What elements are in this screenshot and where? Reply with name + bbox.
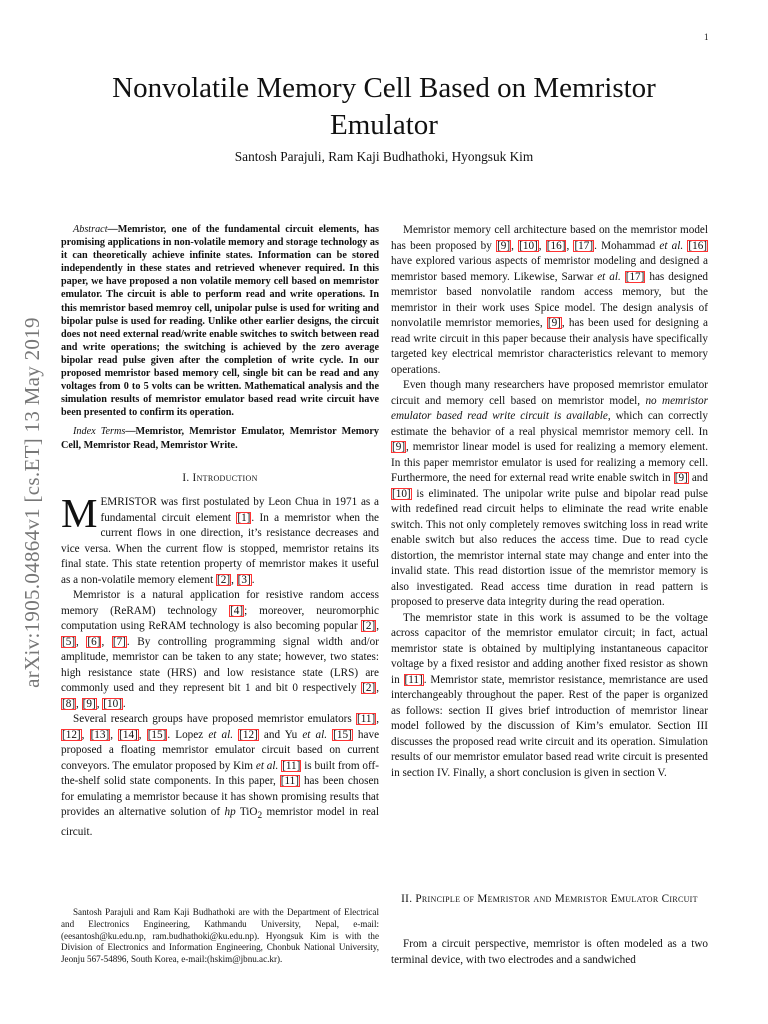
index-terms-text: —Memristor, Memristor Emulator, Memristor Memory Cell, Memristor Read, Memristor Write.	[61, 426, 379, 451]
text-run: TiO	[235, 806, 258, 819]
text-run: . In a memristor when the current flows in one direction, it’s resistance decreases and vice versa. When the current flow is stopped, memristor retains its final state. This state retention property of memristor makes it useful as a non-volatile memory element	[61, 511, 380, 586]
emphasis-text: no memristor emulator based read write circuit is available	[391, 394, 708, 422]
text-run: . Lopez	[167, 728, 209, 741]
page-number: 1	[704, 32, 709, 42]
abstract-lead: Abstract	[73, 224, 108, 235]
text-run: ,	[376, 713, 379, 726]
text-run: ,	[76, 697, 82, 710]
citation-link[interactable]: [10]	[519, 239, 538, 252]
text-run: ; moreover, neuromorphic computation using ReRAM technology is also becoming popular	[61, 604, 379, 633]
right-paragraph-3	[391, 611, 708, 782]
text-run: Several research groups have proposed memristor emulators	[73, 713, 356, 726]
citation-link[interactable]: [6]	[87, 635, 101, 648]
text-run: is eliminated. The unipolar write pulse and bipolar read pulse with redefined read circuit helps to eliminate the read write enable switch. This not only completely removes switching loss in read write enable switch but also reduces the access time. Due to read cycle distortion, the memristor internal state may change and enter into the invalid state. This read distortion issue of the memristor memory is also investigated. Read access time duration in read pattern is proposed to preserve data integrity during the read operation.	[391, 487, 708, 608]
subscript: 2	[257, 811, 263, 822]
citation-link[interactable]: [12]	[62, 728, 81, 741]
text-run: memristor model in real circuit.	[61, 806, 379, 838]
citation-link[interactable]: [9]	[82, 697, 96, 710]
text-run: have proposed a floating memristor emulator circuit based on current conveyors. The emulator proposed by Kim	[61, 728, 380, 772]
text-run: et al.	[255, 759, 279, 772]
text-run: and Yu	[258, 728, 303, 741]
text-run: ,	[566, 239, 574, 252]
citation-link[interactable]: [3]	[237, 573, 251, 586]
text-run: ,	[538, 239, 546, 252]
intro-paragraph-3	[61, 712, 379, 840]
intro-paragraph-2	[61, 588, 379, 712]
text-run: ,	[376, 620, 379, 633]
arxiv-identifier: arXiv:1905.04864v1 [cs.ET] 13 May 2019	[19, 317, 44, 688]
arxiv-side-stamp	[12, 265, 52, 740]
text-run: and	[688, 472, 708, 484]
citation-link[interactable]: [2]	[362, 682, 376, 695]
text-run: , has been used for designing a read write circuit in this paper because their analysis have specifically targeted key electrical memristor characteristics relevant to memory operations.	[391, 317, 708, 376]
citation-link[interactable]: [8]	[62, 697, 76, 710]
right-paragraph-1	[391, 223, 708, 378]
citation-link[interactable]: [12]	[239, 728, 258, 741]
index-terms-lead: Index Terms	[73, 426, 126, 438]
citation-link[interactable]: [2]	[362, 620, 376, 633]
citation-link[interactable]: [17]	[574, 239, 594, 252]
text-run: et al.	[659, 239, 684, 252]
citation-link[interactable]: [10]	[103, 697, 122, 710]
text-run: Memristor memory cell architecture based on the memristor model has been proposed by	[391, 224, 708, 252]
text-run: ,	[76, 635, 87, 648]
text-run: .	[251, 573, 255, 586]
text-run: have explored various aspects of memristor modeling and designed a memristor based memory. Likewise, Sarwar	[391, 255, 708, 283]
text-run: ,	[231, 573, 237, 586]
text-run: hp	[224, 806, 236, 819]
text-run: ,	[138, 728, 147, 741]
citation-link[interactable]: [5]	[62, 635, 76, 648]
citation-link[interactable]: [9]	[497, 239, 511, 252]
left-column	[61, 223, 379, 840]
text-run: Even though many researchers have proposed memristor emulator circuit and memory cell based on memristor model,	[391, 379, 708, 407]
citation-link[interactable]: [10]	[392, 487, 411, 500]
citation-link[interactable]: [15]	[147, 728, 167, 741]
right-column	[391, 223, 708, 781]
text-run: ,	[101, 635, 112, 648]
text-run: et al.	[597, 270, 621, 283]
citation-link[interactable]: [11]	[282, 759, 301, 772]
text-run: et al.	[302, 728, 328, 741]
text-run: The memristor state in this work is assumed to be the voltage across capacitor of the memristor emulator circuit; in fact, actual memristor state is obtained by multiplying instantaneous capacitor voltage by a fixed resistor and adding another fixed resistor as shown in	[391, 611, 708, 686]
title-line-2: Emulator	[330, 109, 438, 141]
citation-link[interactable]: [13]	[90, 728, 110, 741]
citation-link[interactable]: [15]	[333, 728, 352, 741]
citation-link[interactable]: [16]	[546, 239, 566, 252]
citation-link[interactable]: [11]	[280, 775, 299, 788]
citation-link[interactable]: [2]	[217, 573, 231, 586]
text-run: ,	[96, 697, 103, 710]
text-run: EMRISTOR was first postulated by Leon Chua in 1971 as a fundamental circuit element	[100, 496, 379, 524]
text-run: ,	[81, 728, 90, 741]
text-run: , which can correctly estimate the behavior of a real physical memristor memory cell. In	[391, 410, 708, 438]
text-run: . By controlling programming signal width and/or amplitude, memristor can be taken to any state; however, two states: high resistance state (HRS) and low resistance state (LRS) are commonly used and they represent bit 1 and bit 0 respectively	[61, 635, 379, 695]
citation-link[interactable]: [4]	[230, 604, 244, 617]
text-run: has been chosen for emulating a memristor because it has shown promising results that provides an alternative solution of	[61, 775, 379, 819]
citation-link[interactable]: [9]	[674, 472, 688, 484]
section2-paragraph-1: From a circuit perspective, memristor is often modeled as a two terminal device, with two electrodes and a sandwiched	[391, 938, 708, 966]
index-terms	[61, 425, 379, 451]
intro-paragraph-1	[61, 490, 380, 588]
text-run: Memristor is a natural application for resistive random access memory (ReRAM) technology	[61, 589, 379, 617]
text-run: ,	[511, 239, 519, 252]
citation-link[interactable]: [16]	[688, 239, 708, 252]
citation-link[interactable]: [17]	[625, 270, 645, 283]
citation-link[interactable]: [11]	[356, 713, 376, 726]
citation-link[interactable]: [9]	[547, 317, 561, 329]
author-list: Santosh Parajuli, Ram Kaji Budhathoki, Hyongsuk Kim	[234, 149, 534, 164]
text-run: et al.	[208, 728, 234, 741]
paper-title	[0, 70, 768, 144]
author-footnote: Santosh Parajuli and Ram Kaji Budhathoki are with the Department of Electrical and Electronics Engineering, Kathmandu University, Nepal, e-mail: (eesantosh@ku.edu.np, ram.budhathoki@ku.edu.np). Hyongsuk Kim is with the Division of Electronics and Information Engineering, Chonbuk National University, Jeonju 567-54896, South Korea, e-mail:(hskim@jbnu.ac.kr).	[61, 907, 379, 965]
text-run: . Memristor state, memristor resistance, memristance are used interchangeably throughout the paper. Rest of the paper is organized as follows: section II gives brief introduction of memristor linear model followed by the discussion of Kim’s emulator. Section III discusses the proposed read write circuit and its operation. Simulation results of our memristor emulator based read write circuit is presented in section IV. Finally, a short conclusion is given in section V.	[391, 673, 709, 779]
citation-link[interactable]: [14]	[119, 728, 138, 741]
citation-link[interactable]: [1]	[237, 511, 251, 524]
text-run: ,	[110, 728, 119, 741]
drop-cap: M	[61, 490, 98, 537]
section-heading-introduction: I. Introduction	[182, 471, 258, 484]
section-heading-principle: II. Principle of Memristor and Memristor Emulator Circuit	[401, 893, 698, 905]
text-run: is built from off-the-shelf solid state components. In this paper,	[61, 759, 380, 788]
abstract-text: —Memristor, one of the fundamental circuit elements, has promising applications in non-volatile memory and storage technology as it can theoretically achieve infinite states. Information can be stored independently in these states and retrieved whenever required. In this paper, we have proposed a non volatile memory cell based on memristor emulator. The circuit is able to perform read and write operations. In this memristor based memroy cell, unipolar pulse is used for writing and bipolar pulse is used for reading. Unlike other earlier designs, the circuit does not need external read/write enable switches to switch between read and write operations; the switching is achieved by the zero average bipolar read pulse given after the completion of write cycle. In our proposed memristor based memory cell, single bit can be read and any voltages from 0 to 5 volts can be written. Mathematical analysis and the simulation results of memristor emulator based read write circuit have been presented to confirm its operation.	[61, 224, 379, 419]
right-paragraph-2	[391, 378, 708, 611]
text-run: has designed memristor based nonvolatile random access memory, but the memristor in their work uses Spice model. The design analysis of nonvolatile memristor memories,	[391, 270, 709, 329]
text-run: .	[122, 697, 126, 710]
citation-link[interactable]: [9]	[392, 441, 406, 453]
citation-link[interactable]: [11]	[404, 673, 423, 686]
title-line-1: Nonvolatile Memory Cell Based on Memristor	[112, 72, 656, 104]
text-run: , memristor linear model is used for realizing a memory element. In this paper memristor emulator is used for realizing a memory cell. Furthermore, the need for external read write enable switch in	[391, 441, 708, 484]
text-run: . Mohammad	[594, 239, 660, 252]
text-run: ,	[376, 682, 379, 695]
abstract	[61, 223, 379, 419]
citation-link[interactable]: [7]	[112, 635, 126, 648]
